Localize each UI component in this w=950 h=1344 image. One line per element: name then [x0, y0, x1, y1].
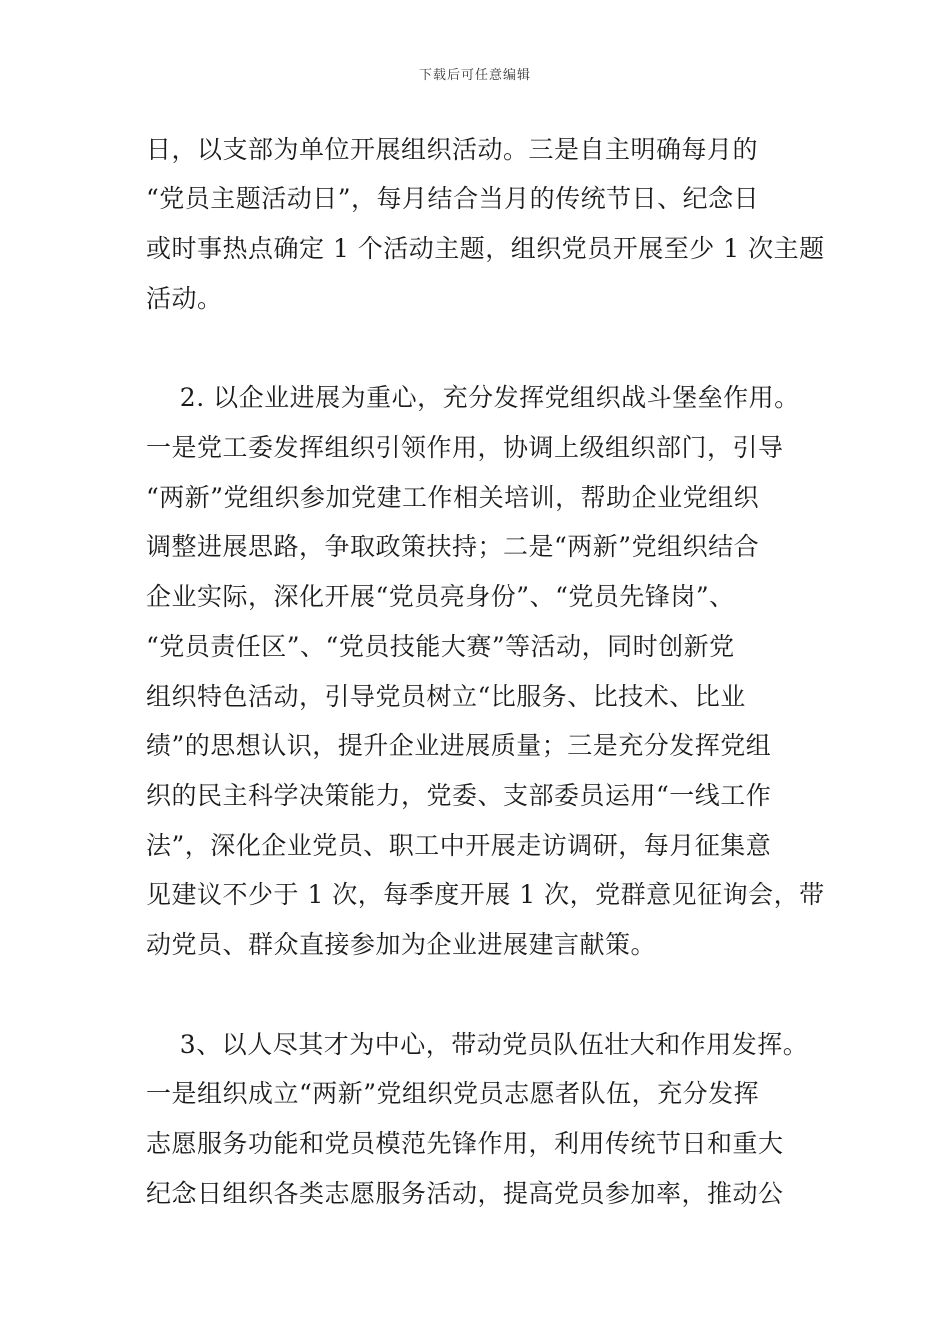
paragraph-2-line-3: “两新”党组织参加党建工作相关培训，帮助企业党组织	[146, 483, 760, 512]
paragraph-3-line-1: 3、以人尽其才为中心，带动党员队伍壮大和作用发挥。	[146, 1030, 809, 1059]
page-header: 下载后可任意编辑	[418, 68, 531, 83]
paragraph-2-line-4: 调整进展思路，争取政策扶持；二是“两新”党组织结合	[146, 532, 760, 561]
paragraph-2-line-11: 见建议不少于 1 次，每季度开展 1 次，党群意见征询会，带	[146, 880, 825, 909]
paragraph-3-line-3: 志愿服务功能和党员模范先锋作用，利用传统节日和重大	[146, 1129, 784, 1158]
paragraph-1-line-3: 或时事热点确定 1 个活动主题，组织党员开展至少 1 次主题	[146, 234, 825, 263]
paragraph-3-line-4: 纪念日组织各类志愿服务活动，提高党员参加率，推动公	[146, 1179, 784, 1208]
paragraph-2-line-9: 织的民主科学决策能力，党委、支部委员运用“一线工作	[146, 781, 772, 810]
paragraph-1-line-2: “党员主题活动日”，每月结合当月的传统节日、纪念日	[146, 184, 760, 213]
paragraph-2-line-5: 企业实际，深化开展“党员亮身份”、“党员先锋岗”、	[146, 582, 735, 611]
paragraph-1-line-4: 活动。	[146, 284, 223, 313]
paragraph-2-line-6: “党员责任区”、“党员技能大赛”等活动，同时创新党	[146, 632, 735, 661]
paragraph-2-line-12: 动党员、群众直接参加为企业进展建言献策。	[146, 930, 657, 959]
paragraph-2-line-2: 一是党工委发挥组织引领作用，协调上级组织部门，引导	[146, 433, 784, 462]
paragraph-2-line-1: 2. 以企业进展为重心，充分发挥党组织战斗堡垒作用。	[146, 383, 800, 412]
paragraph-2-line-10: 法”，深化企业党员、职工中开展走访调研，每月征集意	[146, 831, 772, 860]
paragraph-2-line-8: 绩”的思想认识，提升企业进展质量；三是充分发挥党组	[146, 731, 772, 760]
paragraph-3-line-2: 一是组织成立“两新”党组织党员志愿者队伍，充分发挥	[146, 1079, 760, 1108]
paragraph-1-line-1: 日，以支部为单位开展组织活动。三是自主明确每月的	[146, 135, 759, 164]
paragraph-2-line-7: 组织特色活动，引导党员树立“比服务、比技术、比业	[146, 682, 746, 711]
